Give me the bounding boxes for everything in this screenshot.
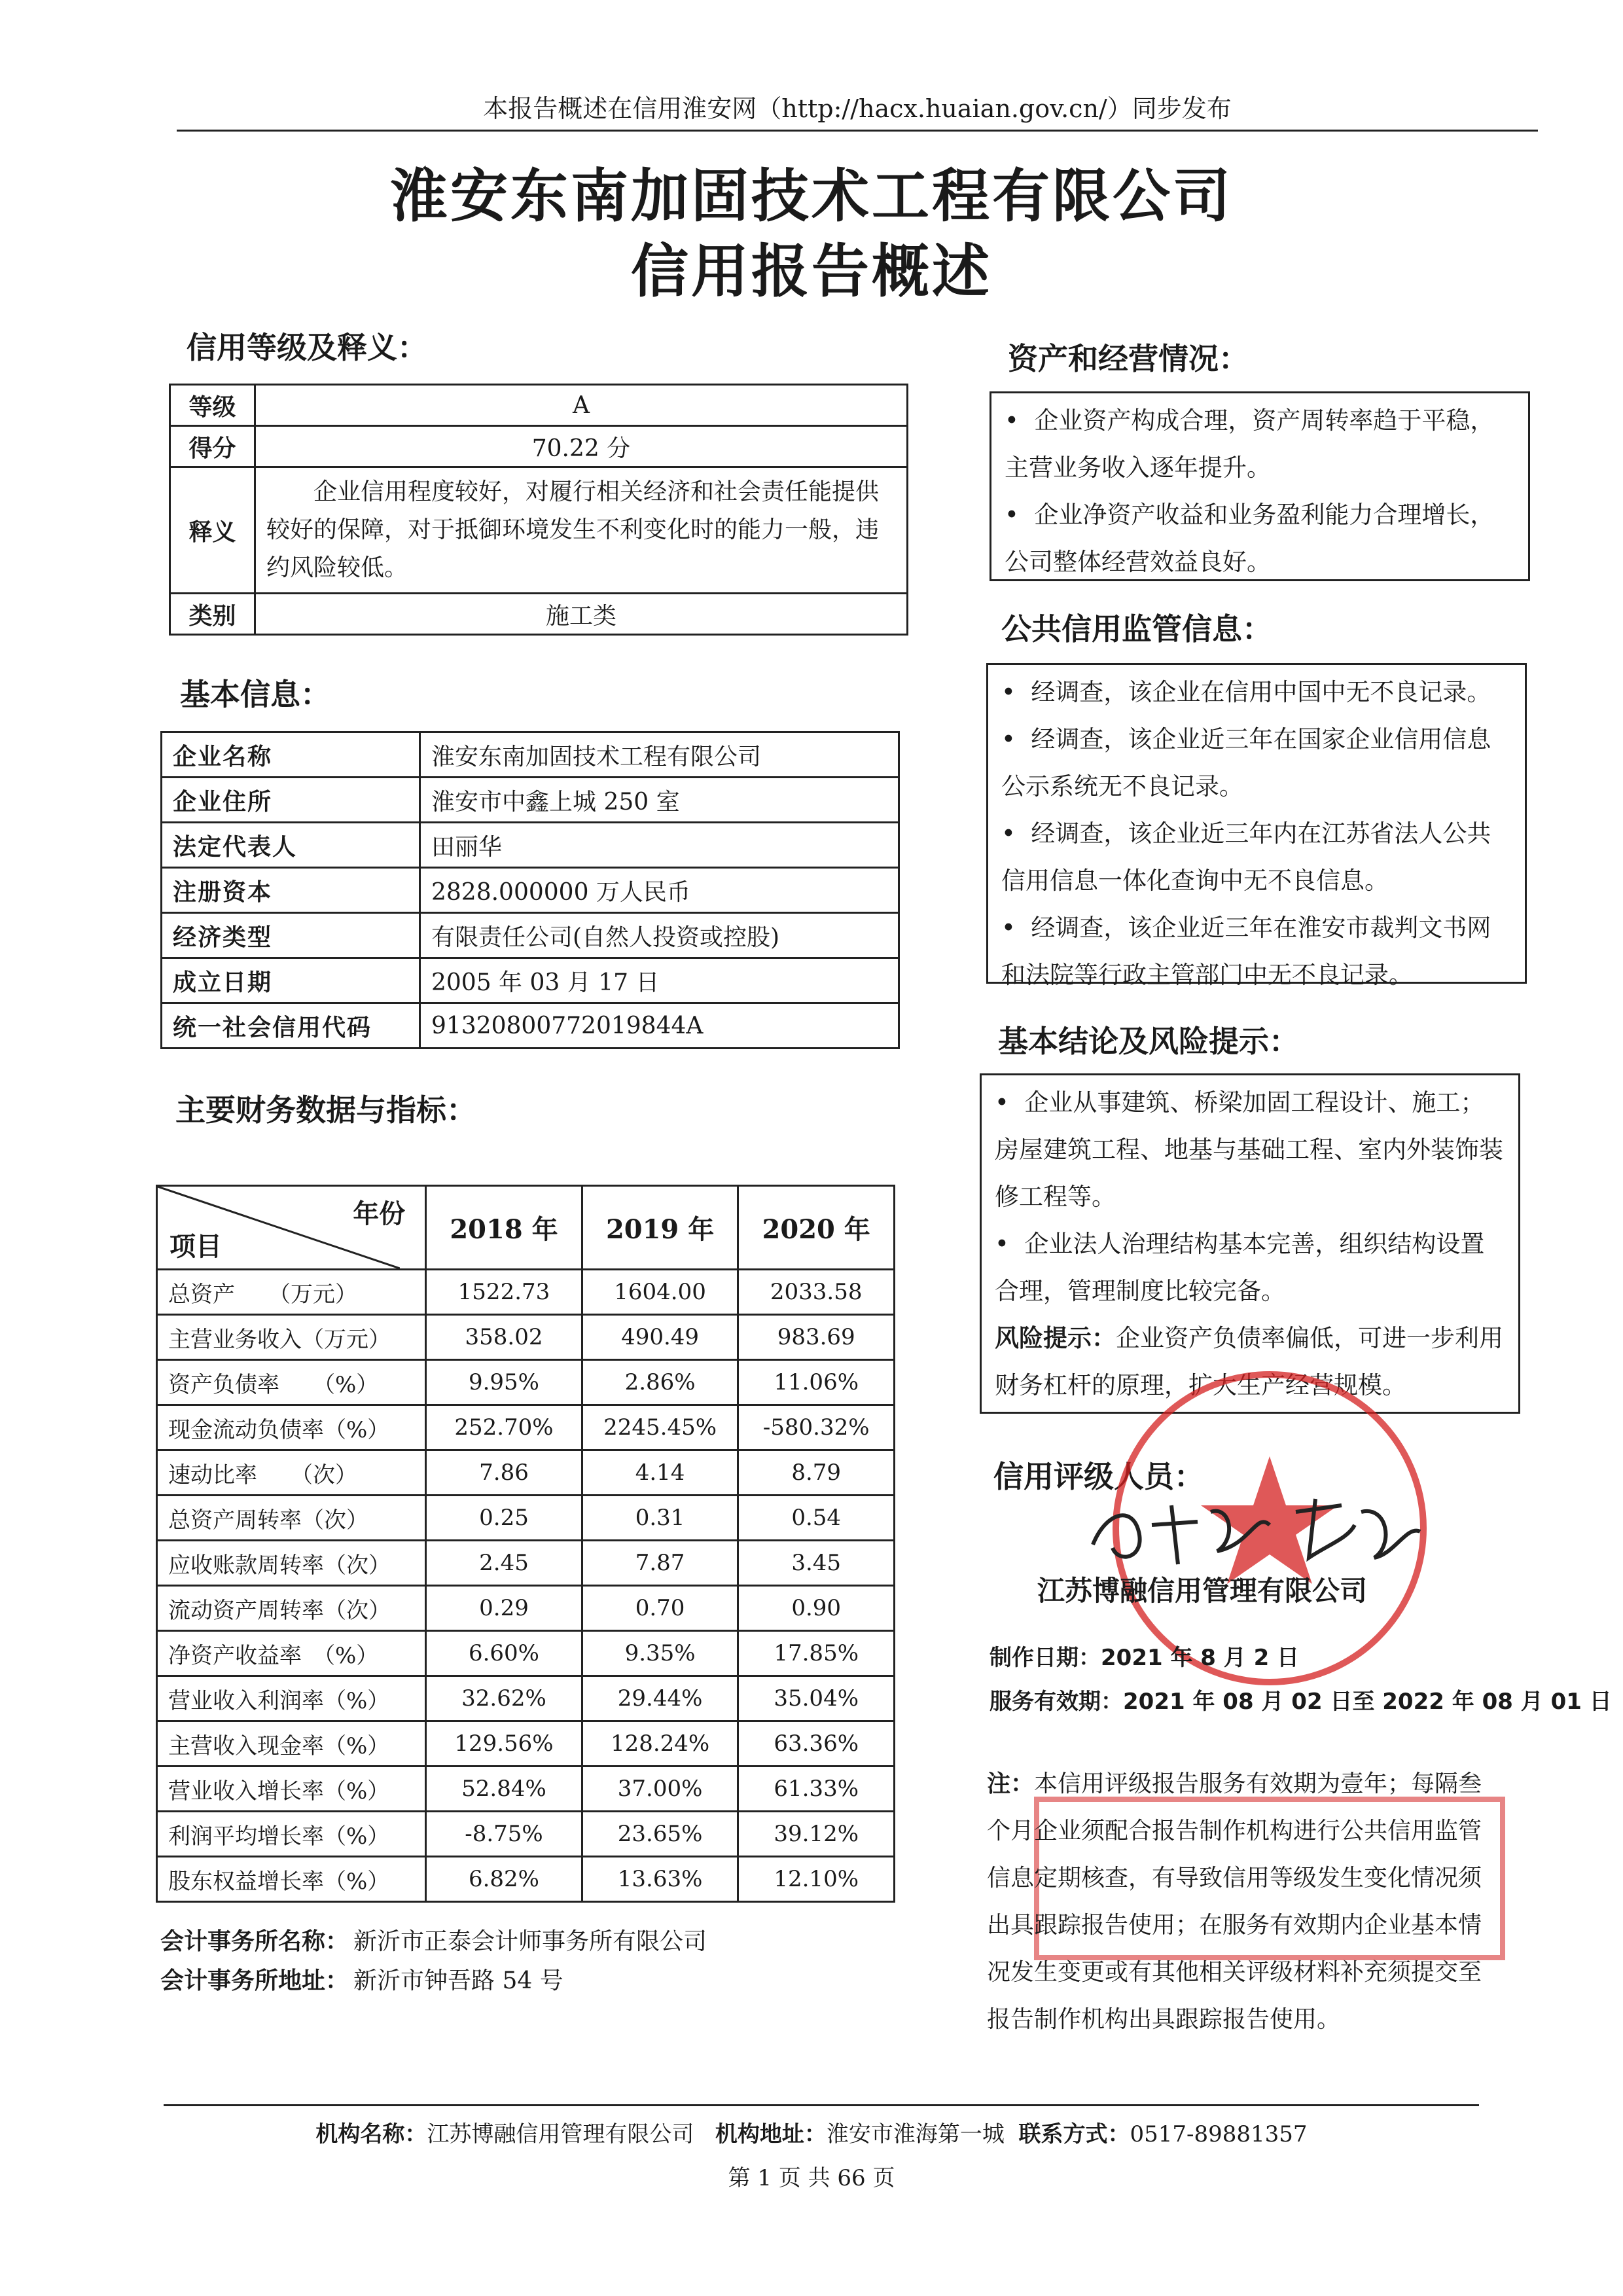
basic-row [162,958,899,1003]
assets-heading: 资产和经营情况： [1008,341,1249,376]
finance-value: 0.54 [738,1496,895,1541]
public-heading: 公共信用监管信息： [1001,611,1272,647]
basic-value: 2005 年 03 月 17 日 [420,958,899,1003]
finance-row-label: 现金流动负债率（%） [157,1405,426,1450]
corner-item-label: 项目 [169,1231,222,1262]
finance-value: 0.29 [426,1586,582,1631]
finance-table [156,1185,895,1903]
basic-value: 淮安市中鑫上城 250 室 [420,778,899,823]
signature-image [1080,1486,1433,1577]
credit-value: A [255,385,908,426]
finance-value: 9.35% [582,1631,738,1676]
finance-value: 35.04% [738,1676,895,1721]
finance-row-label: 应收账款周转率（次） [157,1541,426,1586]
rater-company: 江苏博融信用管理有限公司 [1037,1575,1368,1607]
finance-row-label: 营业收入利润率（%） [157,1676,426,1721]
credit-key: 类别 [170,594,255,635]
finance-value: 9.95% [426,1360,582,1405]
finance-value: 2033.58 [738,1270,895,1315]
finance-value: 13.63% [582,1857,738,1902]
company-title: 淮安东南加固技术工程有限公司 [389,162,1233,230]
finance-row [157,1767,895,1812]
finance-row-label: 总资产周转率（次） [157,1496,426,1541]
finance-value: 7.86 [426,1450,582,1496]
finance-row [157,1496,895,1541]
finance-value: 11.06% [738,1360,895,1405]
basic-key: 成立日期 [162,958,420,1003]
finance-value: 61.33% [738,1767,895,1812]
header-note: 本报告概述在信用淮安网（http://hacx.huaian.gov.cn/）同步发布 [483,94,1232,123]
finance-value: 23.65% [582,1812,738,1857]
finance-row-label: 利润平均增长率（%） [157,1812,426,1857]
finance-row-label: 主营业务收入（万元） [157,1315,426,1360]
finance-row [157,1631,895,1676]
risk-text: 企业资产负债率偏低，可进一步利用财务杠杆的原理，扩大生产经营规模。 [995,1324,1503,1399]
finance-value: 0.31 [582,1496,738,1541]
finance-row-label: 资产负债率 （%） [157,1360,426,1405]
assets-item: • 企业净资产收益和业务盈利能力合理增长，公司整体经营效益良好。 [1005,501,1495,576]
finance-value: 39.12% [738,1812,895,1857]
corner-year-label: 年份 [353,1198,406,1229]
page-number: 第 1 页 共 66 页 [728,2165,895,2191]
finance-value: 37.00% [582,1767,738,1812]
public-item: • 经调查，该企业近三年内在江苏省法人公共信用信息一体化查询中无不良信息。 [1001,819,1491,895]
credit-key: 释义 [170,467,255,594]
accountant-addr: 新沂市钟吾路 54 号 [353,1967,563,1994]
finance-row-label: 股东权益增长率（%） [157,1857,426,1902]
finance-value: 358.02 [426,1315,582,1360]
basic-key: 注册资本 [162,868,420,913]
finance-row [157,1450,895,1496]
finance-value: 1604.00 [582,1270,738,1315]
basic-row [162,732,899,778]
basic-heading: 基本信息： [180,677,330,712]
basic-key: 经济类型 [162,913,420,958]
finance-value: 2.86% [582,1360,738,1405]
finance-value: 63.36% [738,1721,895,1767]
finance-value: -8.75% [426,1812,582,1857]
finance-value: 1522.73 [426,1270,582,1315]
finance-value: 17.85% [738,1631,895,1676]
basic-value: 淮安东南加固技术工程有限公司 [420,732,899,778]
basic-key: 企业住所 [162,778,420,823]
finance-value: 32.62% [426,1676,582,1721]
finance-value: 3.45 [738,1541,895,1586]
finance-row [157,1812,895,1857]
footer-info: 机构名称：江苏博融信用管理有限公司 机构地址：淮安市淮海第一城 联系方式：0517-89881357 [315,2121,1308,2147]
finance-value: 490.49 [582,1315,738,1360]
basic-value: 有限责任公司(自然人投资或控股) [420,913,899,958]
finance-row-label: 流动资产周转率（次） [157,1586,426,1631]
finance-value: 6.60% [426,1631,582,1676]
finance-row [157,1360,895,1405]
credit-row-category [170,594,908,635]
public-item: • 经调查，该企业近三年在国家企业信用信息公示系统无不良记录。 [1001,725,1491,800]
assets-box [990,391,1530,581]
accountant-name-label: 会计事务所名称： [160,1928,349,1955]
finance-value: 2.45 [426,1541,582,1586]
assets-item: • 企业资产构成合理，资产周转率趋于平稳，主营业务收入逐年提升。 [1005,406,1495,482]
finance-row-label: 净资产收益率 （%） [157,1631,426,1676]
make-date: 制作日期：2021 年 8 月 2 日 [990,1645,1300,1671]
accountant-name: 新沂市正泰会计师事务所有限公司 [353,1928,707,1955]
basic-row [162,913,899,958]
finance-value: 29.44% [582,1676,738,1721]
finance-value: 0.70 [582,1586,738,1631]
public-box [986,663,1527,989]
valid-period: 服务有效期：2021 年 08 月 02 日至 2022 年 08 月 01 日 [990,1689,1612,1715]
basic-key: 法定代表人 [162,823,420,868]
basic-key: 统一社会信用代码 [162,1003,420,1049]
finance-value: -580.32% [738,1405,895,1450]
credit-key: 得分 [170,426,255,467]
finance-value: 8.79 [738,1450,895,1496]
year-header: 2020 年 [738,1186,895,1270]
finance-value: 0.90 [738,1586,895,1631]
finance-value: 252.70% [426,1405,582,1450]
finance-value: 52.84% [426,1767,582,1812]
conclusion-heading: 基本结论及风险提示： [998,1024,1299,1059]
finance-value: 2245.45% [582,1405,738,1450]
report-title: 信用报告概述 [630,238,992,305]
credit-value: 施工类 [255,594,908,635]
public-item: • 经调查，该企业在信用中国中无不良记录。 [1001,678,1491,706]
basic-value: 2828.000000 万人民币 [420,868,899,913]
finance-heading: 主要财务数据与指标： [175,1092,476,1128]
credit-row-meaning [170,467,908,594]
header-divider [177,130,1538,132]
basic-row [162,823,899,868]
finance-header-row [157,1186,895,1270]
basic-info-table [160,731,900,1049]
finance-row-label: 总资产 （万元） [157,1270,426,1315]
finance-value: 4.14 [582,1450,738,1496]
conclusion-item: • 企业法人治理结构基本完善，组织结构设置合理，管理制度比较完备。 [995,1230,1485,1305]
finance-row [157,1541,895,1586]
credit-table [169,384,908,636]
credit-value: 70.22 分 [255,426,908,467]
finance-value: 12.10% [738,1857,895,1902]
finance-row [157,1315,895,1360]
finance-row [157,1405,895,1450]
finance-value: 7.87 [582,1541,738,1586]
finance-row [157,1270,895,1315]
public-item: • 经调查，该企业近三年在淮安市裁判文书网和法院等行政主管部门中无不良记录。 [1001,914,1491,989]
finance-row-label: 营业收入增长率（%） [157,1767,426,1812]
finance-corner-cell [157,1186,426,1270]
year-header: 2018 年 [426,1186,582,1270]
basic-row [162,1003,899,1049]
finance-row-label: 主营收入现金率（%） [157,1721,426,1767]
basic-row [162,778,899,823]
finance-value: 6.82% [426,1857,582,1902]
finance-value: 129.56% [426,1721,582,1767]
conclusion-item: • 企业从事建筑、桥梁加固工程设计、施工；房屋建筑工程、地基与基础工程、室内外装饰装修工程等。 [995,1088,1503,1211]
finance-value: 0.25 [426,1496,582,1541]
note-label: 注： [987,1770,1035,1797]
footer-divider [164,2104,1479,2106]
finance-value: 983.69 [738,1315,895,1360]
credit-key: 等级 [170,385,255,426]
finance-row [157,1857,895,1902]
credit-value: 企业信用程度较好，对履行相关经济和社会责任能提供较好的保障，对于抵御环境发生不利变化时的能力一般，违约风险较低。 [255,467,908,594]
finance-row-label: 速动比率 （次） [157,1450,426,1496]
service-note [987,1761,1484,2043]
finance-row [157,1676,895,1721]
finance-value: 128.24% [582,1721,738,1767]
year-header: 2019 年 [582,1186,738,1270]
finance-body [157,1270,895,1902]
credit-row-grade [170,385,908,426]
finance-row [157,1586,895,1631]
credit-row-score [170,426,908,467]
note-text: 本信用评级报告服务有效期为壹年；每隔叁个月企业须配合报告制作机构进行公共信用监管信息定期核查，有导致信用等级发生变化情况须出具跟踪报告使用；在服务有效期内企业基本情况发生变更或有其他相关评级材料补充须提交至报告制作机构出具跟踪报告使用。 [987,1770,1482,2033]
basic-key: 企业名称 [162,732,420,778]
basic-row [162,868,899,913]
accountant-addr-label: 会计事务所地址： [160,1967,349,1994]
finance-row [157,1721,895,1767]
credit-heading: 信用等级及释义： [187,330,427,365]
risk-label: 风险提示： [995,1324,1116,1352]
rater-heading: 信用评级人员： [993,1459,1204,1494]
basic-value: 田丽华 [420,823,899,868]
basic-value: 91320800772019844A [420,1003,899,1049]
